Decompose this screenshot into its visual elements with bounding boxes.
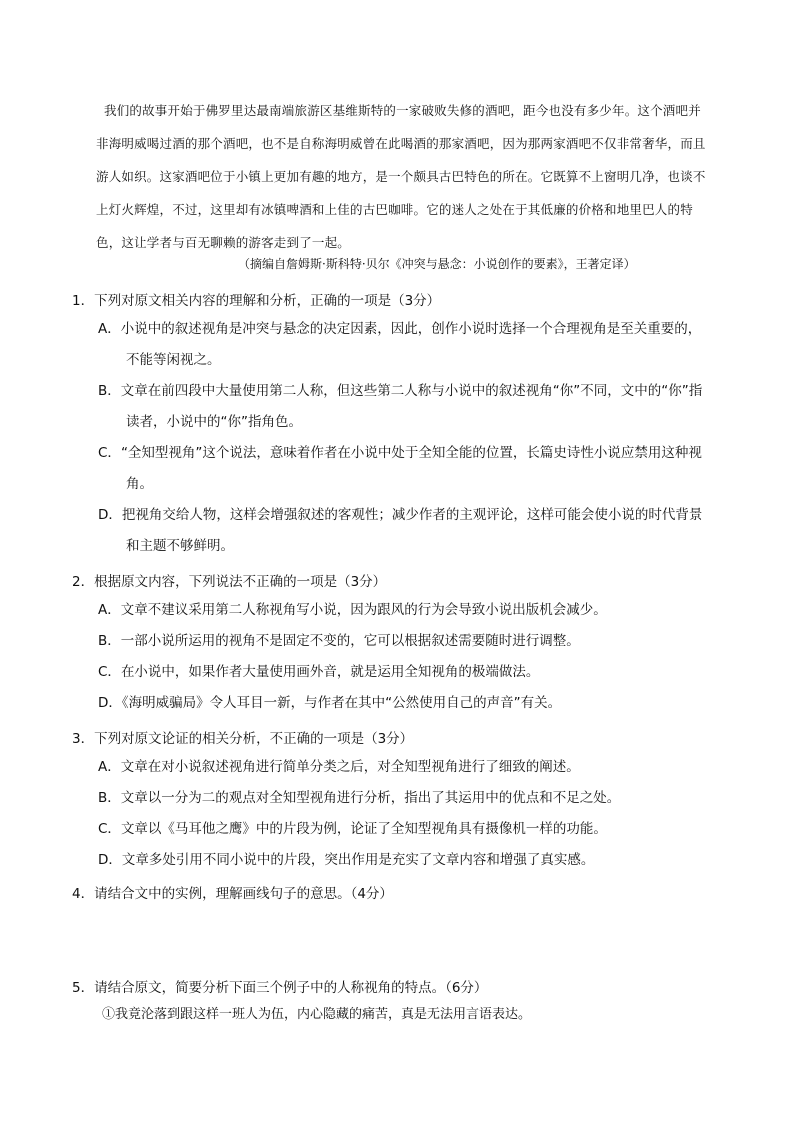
option-label: D． (98, 852, 122, 868)
passage-paragraph (96, 94, 712, 259)
option-label: B． (98, 633, 121, 649)
question-2-option-c (98, 657, 726, 688)
question-2-option-d (98, 688, 726, 719)
question-3-stem: 3．下列对原文论证的相关分析，不正确的一项是（3分） (72, 731, 414, 747)
option-text: 文章不建议采用第二人称视角写小说，因为跟风的行为会导致小说出版机会减少。 (120, 602, 607, 618)
option-label: C． (98, 445, 121, 461)
option-text-continued: 不能等闲视之。 (126, 352, 221, 368)
option-label: A． (98, 602, 121, 618)
option-text: 文章以《马耳他之鹰》中的片段为例，论证了全知型视角具有摄像机一样的功能。 (120, 821, 607, 837)
question-2-option-a (98, 595, 726, 626)
question-5-stem: 5．请结合原文，简要分析下面三个例子中的人称视角的特点。（6分） (72, 980, 488, 996)
option-text: 《海明威骗局》令人耳目一新，与作者在其中“公然使用自己的声音”有关。 (121, 695, 562, 711)
option-label: A． (98, 759, 121, 775)
option-label: D． (98, 507, 122, 523)
option-text-continued: 读者，小说中的“你”指角色。 (126, 414, 302, 430)
option-text: 文章在对小说叙述视角进行简单分类之后，对全知型视角进行了细致的阐述。 (120, 759, 580, 775)
passage-citation: （摘编自詹姆斯·斯科特·贝尔《冲突与悬念：小说创作的要素》，王著定译） (238, 257, 636, 271)
option-label: B． (98, 790, 121, 806)
question-3-option-b (98, 783, 726, 814)
question-2-stem: 2．根据原文内容，下列说法不正确的一项是（3分） (72, 574, 387, 590)
option-label: C． (98, 664, 121, 680)
question-1-option-c (98, 438, 726, 500)
question-3-option-c (98, 814, 726, 845)
option-text-continued: 和主题不够鲜明。 (126, 538, 234, 554)
option-text: “全知型视角”这个说法，意味着作者在小说中处于全知全能的位置，长篇史诗性小说应禁用这种视 (120, 445, 702, 461)
option-text: 在小说中，如果作者大量使用画外音，就是运用全知视角的极端做法。 (120, 664, 540, 680)
question-1-stem: 1．下列对原文相关内容的理解和分析，正确的一项是（3分） (72, 293, 441, 309)
option-label: B． (98, 383, 121, 399)
option-text: 文章以一分为二的观点对全知型视角进行分析，指出了其运用中的优点和不足之处。 (120, 790, 621, 806)
example-1: ①我竟沦落到跟这样一班人为伍，内心隐藏的痛苦，真是无法用言语表达。 (102, 1007, 532, 1022)
question-1-option-d (98, 500, 726, 562)
option-text: 文章在前四段中大量使用第二人称，但这些第二人称与小说中的叙述视角“你”不同，文中的“你”指 (120, 383, 703, 399)
question-3-option-d (98, 845, 726, 876)
option-label: C． (98, 821, 121, 837)
option-label: D． (98, 695, 122, 711)
option-text: 小说中的叙述视角是冲突与悬念的决定因素，因此，创作小说时选择一个合理视角是至关重要的， (120, 321, 702, 337)
question-2-option-b (98, 626, 726, 657)
option-text: 把视角交给人物，这样会增强叙述的客观性；减少作者的主观评论，这样可能会使小说的时代背景 (121, 507, 703, 523)
option-text: 文章多处引用不同小说中的片段，突出作用是充实了文章内容和增强了真实感。 (121, 852, 595, 868)
question-1-option-a (98, 314, 726, 376)
option-text-continued: 角。 (126, 476, 153, 492)
option-label: A． (98, 321, 121, 337)
question-3-option-a (98, 752, 726, 783)
question-1-option-b (98, 376, 726, 438)
passage-text: 我们的故事开始于佛罗里达最南端旅游区基维斯特的一家破败失修的酒吧，距今也没有多少年。这个酒吧并非海明威喝过酒的那个酒吧，也不是自称海明威曾在此喝酒的那家酒吧，因为那两家酒吧不仅非常奢华，而且游人如织。这家酒吧位于小镇上更加有趣的地方，是一个颇具古巴特色的所在。它既算不上窗明几净，也谈不上灯火辉煌，不过，这里却有冰镇啤酒和上佳的古巴咖啡。它的迷人之处在于其低廉的价格和地里巴人的特色，这让学者与百无聊赖的游客走到了一起。 (96, 103, 706, 250)
question-4-stem: 4．请结合文中的实例，理解画线句子的意思。（4分） (72, 886, 393, 902)
option-text: 一部小说所运用的视角不是固定不变的，它可以根据叙述需要随时进行调整。 (120, 633, 580, 649)
